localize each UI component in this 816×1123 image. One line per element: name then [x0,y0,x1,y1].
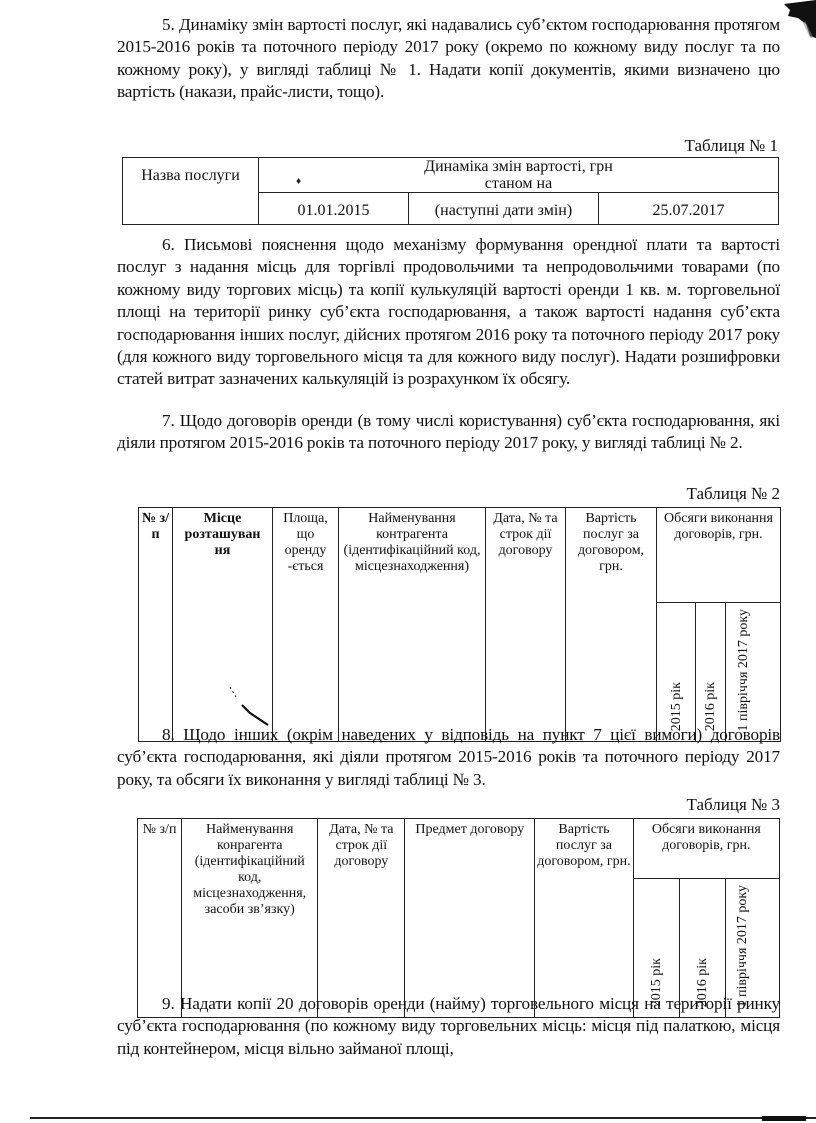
table-3-subheader-2016: 2016 рік [680,879,725,1018]
scan-edge-blob [762,1116,806,1121]
table-3 [137,818,780,1018]
table-2-subheader-2015: 2015 рік [657,603,696,742]
table-3-header-num: № з/п [138,819,182,1018]
table-1-header-line2: станом на [484,175,553,192]
table-1-date-next: (наступні дати змін) [409,193,599,225]
paragraph-9: 9. Надати копії 20 договорів оренди (найму) торговельного місця на території ринку суб’єкта господарювання (по кожному виду торговельних місць: місця під палаткою, місця під контейнером, місця вільно займаної площі, [117,994,780,1058]
table-3-subheader-2017-h1: 1 півріччя 2017 року [725,879,779,1018]
table-1-date-1: 01.01.2015 [259,193,409,225]
scan-edge-line [30,1117,816,1119]
table-2-header-num: № з/п [139,508,173,742]
table-3-subheader-2015: 2015 рік [633,879,680,1018]
table-2-header-date-term: Дата, № та строк дії договору [486,508,566,742]
scan-artifact-blot [776,0,816,38]
paragraph-6: 6. Письмові пояснення щодо механізму формування орендної плати та вартості послуг з надання місць для торгівлі продовольчими та непродовольчими товарами (по кожному виду торгових місць) та копії кулькуляцій вартості оренди 1 кв. м. торговельної площі на території ринку суб’єкта господарювання, а також вартості надання суб’єкта господарювання інших послуг, дійсних протягом 2016 року та поточного періоду 2017 року (для кожного виду торговельного місця та для кожного виду послуг). Надати розшифровки статей витрат зазначених калькуляцій із розрахунком їх обсягу. [117,235,780,389]
table-3-header-cost: Вартість послуг за договором, грн. [535,819,633,1018]
table-2-header-counterparty: Найменування контрагента (ідентифікаційний код, місцезнаходження) [339,508,486,742]
table-1-header-dynamics [259,158,779,193]
table-3-header-date-term: Дата, № та строк дії договору [318,819,405,1018]
paragraph-7: 7. Щодо договорів оренди (в тому числі користування) суб’єкта господарювання, які діяли протягом 2015-2016 років та поточного періоду 2017 року, у вигляді таблиці № 2. [117,411,780,453]
table-2-subheader-2017-h1: 1 півріччя 2017 року [726,603,781,742]
table-3-header-counterparty: Найменування конрагента (ідентифікаційний код, місцезнаходження, засоби зв’язку) [182,819,318,1018]
table-1-header-service: Назва послуги [123,158,259,225]
paragraph-5: 5. Динаміку змін вартості послуг, які надавались суб’єктом господарювання протягом 2015-2016 років та поточного періоду 2017 року (окремо по кожному виду послуг та по кожному року), у вигляді таблиці № 1. Надати копії документів, якими визначено цю вартість (накази, прайс-листи, тощо). [117,15,780,102]
table-3-caption: Таблиця № 3 [686,795,780,814]
table-2-subheader-2016: 2016 рік [696,603,726,742]
table-1-date-2: 25.07.2017 [599,193,779,225]
paragraph-8: 8. Щодо інших (окрім наведених у відповідь на пункт 7 цієї вимоги) договорів суб’єкта господарювання, які діяли протягом 2015-2016 років та поточного періоду 2017 року, та обсяги їх виконання у вигляді таблиці № 3. [117,725,780,789]
table-3-header-volumes: Обсяги виконання договорів, грн. [633,819,779,879]
table-2-caption: Таблиця № 2 [686,484,780,503]
table-2-header-area: Площа, що оренду -ється [273,508,339,742]
ink-dot-mark: ♦ [296,176,302,187]
table-2-header-volumes: Обсяги виконання договорів, грн. [657,508,781,603]
table-1-header-line1: Динаміка змін вартості, грн [424,158,613,175]
table-2-header-cost: Вартість послуг за договором, грн. [566,508,657,742]
table-1-caption: Таблиця № 1 [684,136,778,155]
table-1 [122,157,779,225]
table-2-header-location: Місце розташуван ня [173,508,273,742]
table-3-header-subject: Предмет договору [405,819,535,1018]
